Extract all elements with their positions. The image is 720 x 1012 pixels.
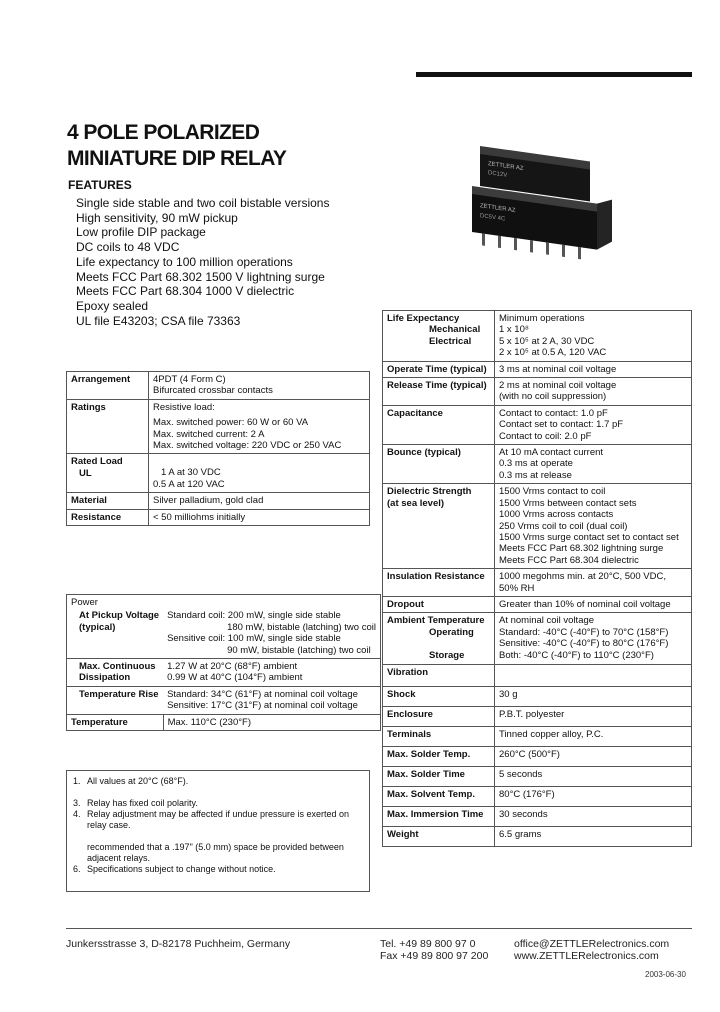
feature-item: Meets FCC Part 68.304 1000 V dielectric <box>76 284 295 299</box>
footer-phone <box>380 938 488 962</box>
row-terminals <box>383 726 692 746</box>
label-enclosure: Enclosure <box>383 706 495 726</box>
value-immersion: 30 seconds <box>495 806 692 826</box>
value-dropout: Greater than 10% of nominal coil voltage <box>495 596 692 612</box>
label-ambient: Ambient Temperature Operating Storage <box>383 613 495 664</box>
svg-text:DC12V: DC12V <box>488 170 508 179</box>
footer-fax: Fax +49 89 800 97 200 <box>380 950 489 962</box>
label-solder-temp: Max. Solder Temp. <box>383 746 495 766</box>
note-3: 3. Relay has fixed coil polarity. <box>73 798 198 808</box>
label-weight: Weight <box>383 826 495 846</box>
row-arrangement <box>67 372 370 400</box>
value-temp-rise: Standard: 34°C (61°F) at nominal coil voltage Sensitive: 17°C (31°F) at nominal coil voltage <box>163 686 380 714</box>
note-1: 1. All values at 20°C (68°F). <box>73 776 189 786</box>
row-solder-time <box>383 766 692 786</box>
svg-text:DC5V 4C: DC5V 4C <box>480 213 506 223</box>
label-release: Release Time (typical) <box>383 378 495 406</box>
label-terminals: Terminals <box>383 726 495 746</box>
row-enclosure <box>383 706 692 726</box>
feature-item: UL file E43203; CSA file 73363 <box>76 313 241 328</box>
value-pickup: Standard coil: 200 mW, single side stable 180 mW, bistable (latching) two coil Sensitive coil: 100 mW, single side stable 90 mW, bistable (latching) two coil <box>163 608 380 658</box>
relay-product-image <box>470 140 700 280</box>
header-rule <box>416 72 692 77</box>
feature-item: Epoxy sealed <box>76 298 149 313</box>
feature-item: Low profile DIP package <box>76 225 206 240</box>
row-continuous <box>67 659 381 687</box>
row-dielectric <box>383 484 692 569</box>
value-dielectric: 1500 Vrms contact to coil 1500 Vrms between contact sets 1000 Vrms across contacts 250 Vrms coil to coil (dual coil) 1500 Vrms surge contact set to contact set Meets FCC Part 68.302 lightning surge Meets FCC Part 68.304 dielectric <box>495 484 692 569</box>
row-material <box>67 493 370 509</box>
row-power <box>67 595 381 609</box>
value-weight: 6.5 grams <box>495 826 692 846</box>
feature-item: Meets FCC Part 68.302 1500 V lightning surge <box>76 269 325 284</box>
value-operate: 3 ms at nominal coil voltage <box>495 361 692 377</box>
value-release: 2 ms at nominal coil voltage (with no coil suppression) <box>495 378 692 406</box>
feature-item: Single side stable and two coil bistable versions <box>76 196 330 210</box>
value-insulation: 1000 megohms min. at 20°C, 500 VDC, 50% RH <box>495 569 692 597</box>
coil-data-table <box>66 594 381 731</box>
footer-contact <box>514 938 669 962</box>
row-shock <box>383 686 692 706</box>
row-bounce <box>383 445 692 484</box>
label-life: Life Expectancy Mechanical Electrical <box>383 311 495 362</box>
row-weight <box>383 826 692 846</box>
notes-box <box>66 770 370 892</box>
footer-rule <box>66 928 692 929</box>
value-terminals: Tinned copper alloy, P.C. <box>495 726 692 746</box>
row-insulation <box>383 569 692 597</box>
value-resistance: < 50 milliohms initially <box>149 509 370 525</box>
row-dropout <box>383 596 692 612</box>
label-ratings: Ratings <box>67 399 149 454</box>
feature-item: Life expectancy to 100 million operations <box>76 254 293 269</box>
label-immersion: Max. Immersion Time <box>383 806 495 826</box>
row-rated-load <box>67 454 370 493</box>
row-temperature <box>67 714 381 730</box>
value-material: Silver palladium, gold clad <box>149 493 370 509</box>
row-ratings <box>67 399 370 454</box>
label-temperature: Temperature <box>67 714 164 730</box>
value-enclosure: P.B.T. polyester <box>495 706 692 726</box>
value-shock: 30 g <box>495 686 692 706</box>
title-line-2: MINIATURE DIP RELAY <box>67 147 287 170</box>
label-rated-load: Rated Load UL <box>67 454 149 493</box>
contact-data-table <box>66 371 370 526</box>
label-pickup: At Pickup Voltage (typical) <box>67 608 164 658</box>
label-dielectric: Dielectric Strength (at sea level) <box>383 484 495 569</box>
label-arrangement: Arrangement <box>67 372 149 400</box>
label-dropout: Dropout <box>383 596 495 612</box>
features-heading: FEATURES <box>68 178 132 192</box>
row-solvent <box>383 786 692 806</box>
value-ambient: At nominal coil voltage Standard: -40°C (-40°F) to 70°C (158°F) Sensitive: -40°C (-40°F) to 80°C (176°F) Both: -40°C (-40°F) to 110°C (230°F) <box>495 613 692 664</box>
label-operate: Operate Time (typical) <box>383 361 495 377</box>
label-temp-rise: Temperature Rise <box>67 686 164 714</box>
row-capacitance <box>383 405 692 444</box>
svg-text:ZETTLER AZ: ZETTLER AZ <box>480 203 516 215</box>
row-resistance <box>67 509 370 525</box>
value-life: Minimum operations 1 x 10⁸ 5 x 10⁵ at 2 A, 30 VDC 2 x 10⁵ at 0.5 A, 120 VAC <box>495 311 692 362</box>
label-power: Power <box>67 595 381 609</box>
value-bounce: At 10 mA contact current 0.3 ms at operate 0.3 ms at release <box>495 445 692 484</box>
svg-text:ZETTLER AZ: ZETTLER AZ <box>488 161 524 173</box>
row-immersion <box>383 806 692 826</box>
row-pickup <box>67 608 381 658</box>
label-insulation: Insulation Resistance <box>383 569 495 597</box>
value-solder-temp: 260°C (500°F) <box>495 746 692 766</box>
footer-email[interactable]: office@ZETTLERelectronics.com <box>514 938 670 950</box>
footer-address: Junkersstrasse 3, D-82178 Puchheim, Germany <box>66 938 291 950</box>
footer-website[interactable]: www.ZETTLERelectronics.com <box>514 950 659 962</box>
value-capacitance: Contact to contact: 1.0 pF Contact set to contact: 1.7 pF Contact to coil: 2.0 pF <box>495 405 692 444</box>
feature-item: High sensitivity, 90 mW pickup <box>76 210 238 225</box>
label-material: Material <box>67 493 149 509</box>
row-temp-rise <box>67 686 381 714</box>
row-solder-temp <box>383 746 692 766</box>
value-arrangement: 4PDT (4 Form C) Bifurcated crossbar contacts <box>149 372 370 400</box>
row-vibration <box>383 664 692 686</box>
specifications-table <box>382 310 692 847</box>
value-rated-load: 1 A at 30 VDC 0.5 A at 120 VAC <box>149 454 370 493</box>
label-solvent: Max. Solvent Temp. <box>383 786 495 806</box>
note-6: 6. Specifications subject to change without notice. <box>73 864 276 874</box>
row-operate <box>383 361 692 377</box>
value-ratings: Resistive load: Max. switched power: 60 W or 60 VA Max. switched current: 2 A Max. switched voltage: 220 VDC or 250 VAC <box>149 399 370 454</box>
title-line-1: 4 POLE POLARIZED <box>67 121 260 144</box>
row-release <box>383 378 692 406</box>
label-solder-time: Max. Solder Time <box>383 766 495 786</box>
row-ambient <box>383 613 692 664</box>
document-date: 2003-06-30 <box>645 970 686 979</box>
label-continuous: Max. Continuous Dissipation <box>67 659 164 687</box>
features-list <box>76 196 329 328</box>
label-resistance: Resistance <box>67 509 149 525</box>
feature-item: DC coils to 48 VDC <box>76 240 180 255</box>
footer-tel: Tel. +49 89 800 97 0 <box>380 938 476 950</box>
label-vibration: Vibration <box>383 664 495 686</box>
value-solvent: 80°C (176°F) <box>495 786 692 806</box>
page-title <box>67 120 286 172</box>
note-5: recommended that a .197" (5.0 mm) space be provided between adjacent relays. <box>87 842 344 863</box>
value-solder-time: 5 seconds <box>495 766 692 786</box>
note-4: 4. Relay adjustment may be affected if undue pressure is exerted on relay case. <box>73 809 349 830</box>
value-vibration <box>495 664 692 686</box>
label-bounce: Bounce (typical) <box>383 445 495 484</box>
row-life <box>383 311 692 362</box>
label-capacitance: Capacitance <box>383 405 495 444</box>
value-continuous: 1.27 W at 20°C (68°F) ambient 0.99 W at 40°C (104°F) ambient <box>163 659 380 687</box>
value-temperature: Max. 110°C (230°F) <box>163 714 380 730</box>
label-shock: Shock <box>383 686 495 706</box>
